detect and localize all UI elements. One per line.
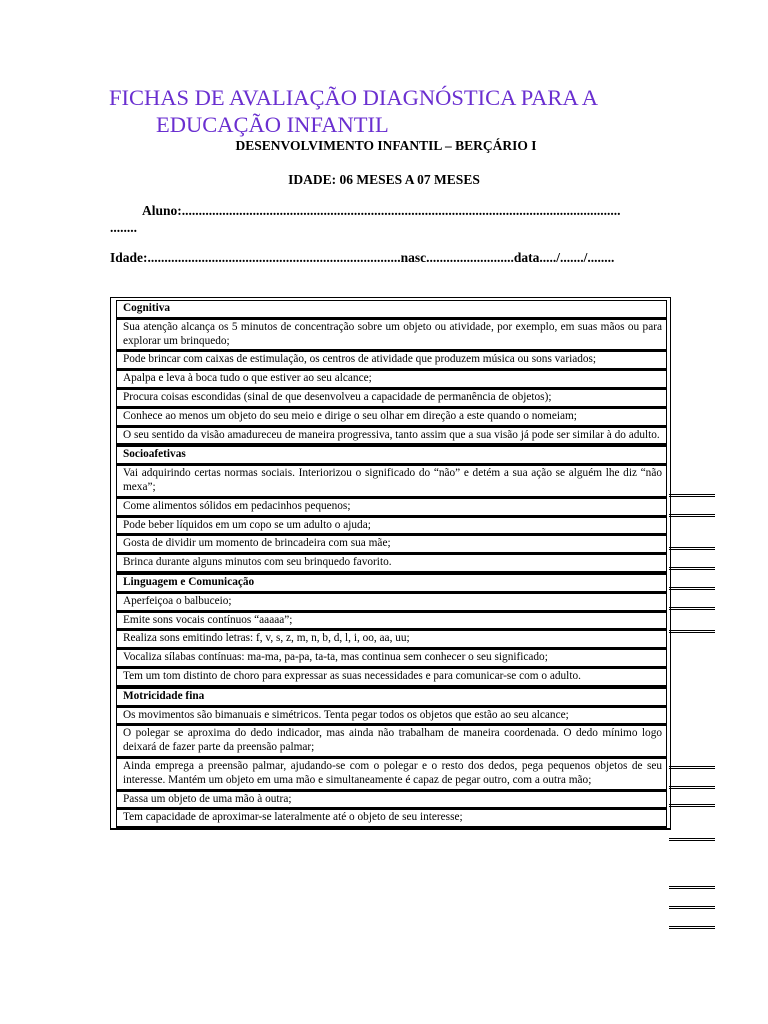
document-subtitle: DESENVOLVIMENTO INFANTIL – BERÇÁRIO I bbox=[235, 138, 537, 153]
checklist-item: Aperfeiçoa o balbuceio; bbox=[116, 593, 667, 611]
checklist-item: Pode beber líquidos em um copo se um adulto o ajuda; bbox=[116, 517, 667, 535]
checklist-item: Conhece ao menos um objeto do seu meio e dirige o seu olhar em direção a este quando o nomeiam; bbox=[116, 408, 667, 426]
checklist-item: Tem um tom distinto de choro para expressar as suas necessidades e para comunicar-se com o adulto. bbox=[116, 668, 667, 686]
margin-rule bbox=[669, 906, 715, 907]
section-linguagem-comunicacao bbox=[116, 573, 667, 686]
margin-rule bbox=[669, 886, 715, 887]
checklist-item: Realiza sons emitindo letras: f, v, s, z, m, n, b, d, l, i, oo, aa, uu; bbox=[116, 630, 667, 648]
checklist-item: Procura coisas escondidas (sinal de que desenvolveu a capacidade de permanência de objetos); bbox=[116, 389, 667, 407]
margin-rule bbox=[669, 494, 715, 495]
checklist-item: Apalpa e leva à boca tudo o que estiver ao seu alcance; bbox=[116, 370, 667, 388]
margin-rule bbox=[669, 514, 715, 515]
checklist-item: Sua atenção alcança os 5 minutos de concentração sobre um objeto ou atividade, por exemplo, em suas mãos ou para explorar um brinquedo; bbox=[116, 319, 667, 351]
checklist-item: Tem capacidade de aproximar-se lateralmente até o objeto de seu interesse; bbox=[116, 809, 667, 827]
margin-rule bbox=[669, 838, 715, 839]
student-name-field-continuation: ........ bbox=[110, 220, 137, 235]
margin-rule bbox=[669, 630, 715, 631]
checklist-item: Gosta de dividir um momento de brincadeira com sua mãe; bbox=[116, 535, 667, 553]
age-birth-date-field[interactable]: Idade:...........................................................................nasc..........................data...../......./........ bbox=[110, 250, 615, 265]
section-heading: Linguagem e Comunicação bbox=[116, 574, 667, 592]
student-name-field[interactable]: Aluno:.................................................................................................................................. bbox=[142, 203, 621, 218]
title-line-1: FICHAS DE AVALIAÇÃO DIAGNÓSTICA PARA A bbox=[109, 85, 599, 110]
section-motricidade-fina bbox=[116, 687, 667, 827]
checklist-item: Pode brincar com caixas de estimulação, os centros de atividade que produzem música ou sons variados; bbox=[116, 351, 667, 369]
margin-rule bbox=[669, 607, 715, 608]
margin-rule bbox=[669, 547, 715, 548]
checklist-item: Brinca durante alguns minutos com seu brinquedo favorito. bbox=[116, 554, 667, 572]
margin-rule bbox=[669, 567, 715, 568]
checklist-item: Ainda emprega a preensão palmar, ajudando-se com o polegar e o resto dos dedos, pega pequenos objetos de seu interesse. Mantém um objeto em uma mão e simultaneamente é capaz de pegar outro, com a outra mão; bbox=[116, 758, 667, 790]
checklist-item: Come alimentos sólidos em pedacinhos pequenos; bbox=[116, 498, 667, 516]
checklist-item: Vai adquirindo certas normas sociais. Interiorizou o significado do “não” e detém a sua ação se alguém lhe diz “não mexa”; bbox=[116, 465, 667, 497]
age-range-heading: IDADE: 06 MESES A 07 MESES bbox=[288, 172, 480, 187]
checklist-item: Vocaliza sílabas contínuas: ma-ma, pa-pa, ta-ta, mas continua sem conhecer o seu significado; bbox=[116, 649, 667, 667]
evaluation-table bbox=[110, 297, 671, 830]
margin-rule bbox=[669, 786, 715, 787]
section-heading: Cognitiva bbox=[116, 300, 667, 318]
document-title bbox=[109, 84, 709, 138]
checklist-item: O seu sentido da visão amadureceu de maneira progressiva, tanto assim que a sua visão já pode ser similar à do adulto. bbox=[116, 427, 667, 445]
section-heading: Motricidade fina bbox=[116, 688, 667, 706]
section-cognitiva bbox=[116, 300, 667, 444]
section-socioafetivas bbox=[116, 445, 667, 572]
margin-rule bbox=[669, 926, 715, 927]
section-heading: Socioafetivas bbox=[116, 446, 667, 464]
checklist-item: Os movimentos são bimanuais e simétricos. Tenta pegar todos os objetos que estão ao seu alcance; bbox=[116, 707, 667, 725]
margin-rule bbox=[669, 804, 715, 805]
margin-rule bbox=[669, 587, 715, 588]
margin-rule bbox=[669, 766, 715, 767]
checklist-item: Passa um objeto de uma mão à outra; bbox=[116, 791, 667, 809]
checklist-item: Emite sons vocais contínuos “aaaaa”; bbox=[116, 612, 667, 630]
checklist-item: O polegar se aproxima do dedo indicador, mas ainda não trabalham de maneira coordenada. O dedo mínimo logo deixará de fazer parte da preensão palmar; bbox=[116, 725, 667, 757]
title-line-2: EDUCAÇÃO INFANTIL bbox=[156, 112, 389, 137]
